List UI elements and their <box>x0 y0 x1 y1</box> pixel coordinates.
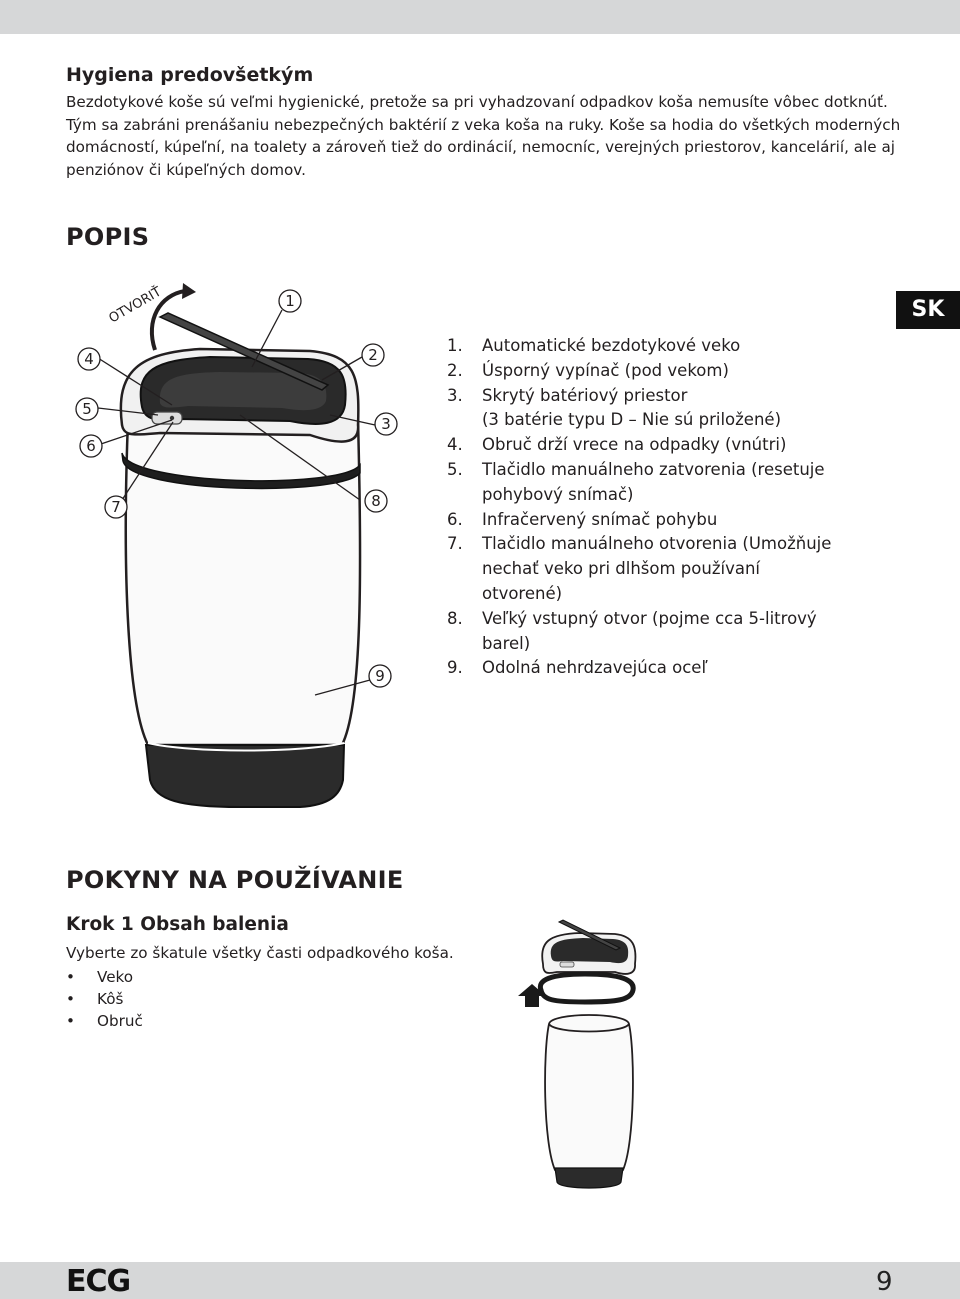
svg-text:2: 2 <box>368 346 378 364</box>
usage-title: POKYNY NA POUŽÍVANIE <box>66 866 404 894</box>
exploded-diagram <box>515 912 655 1192</box>
step1-title: Krok 1 Obsah balenia <box>66 914 289 935</box>
bin-diagram <box>60 275 410 835</box>
bin-base <box>146 745 344 807</box>
svg-text:4: 4 <box>84 350 94 368</box>
list-item: 5. Tlačidlo manuálneho zatvorenia (resetuje pohybový snímač) <box>447 459 825 504</box>
bottom-bar <box>0 1262 960 1299</box>
list-item: 7. Tlačidlo manuálneho otvorenia (Umožňuje nechať veko pri dlhšom používaní otvorené) <box>447 534 832 603</box>
top-bar <box>0 0 960 34</box>
callout-3 <box>375 413 397 435</box>
callout-4 <box>78 348 100 370</box>
callout-8 <box>365 490 387 512</box>
ring-piece <box>540 974 633 1002</box>
open-label: OTVORIŤ <box>106 284 165 327</box>
hygiene-title: Hygiena predovšetkým <box>66 64 314 86</box>
brand-logo: ECG <box>66 1264 131 1299</box>
paragraph-line: domácností, kúpeľní, na toalety a zároveň tiež do ordinácií, nemocníc, verejných priestorov, kancelárií, ale aj <box>66 138 895 156</box>
language-tab: SK <box>896 291 960 329</box>
list-item: 2. Úsporný vypínač (pod vekom) <box>447 360 729 380</box>
svg-text:7: 7 <box>111 498 121 516</box>
parts-list <box>447 334 847 681</box>
callout-9 <box>369 665 391 687</box>
svg-text:8: 8 <box>371 492 381 510</box>
svg-text:9: 9 <box>375 667 385 685</box>
list-item: • Obruč <box>66 1012 143 1030</box>
svg-text:5: 5 <box>82 400 92 418</box>
svg-text:1: 1 <box>285 292 295 310</box>
page-number: 9 <box>876 1267 893 1297</box>
bin-body <box>126 420 360 745</box>
paragraph-line: Tým sa zabráni prenášaniu nebezpečných baktérií z veka koša na ruky. Koše sa hodia do všetkých moderných <box>66 115 901 134</box>
callout-1 <box>279 290 301 312</box>
popis-title: POPIS <box>66 223 150 251</box>
hygiene-paragraph <box>66 91 906 181</box>
paragraph-line: penziónov či kúpeľných domov. <box>66 160 306 179</box>
paragraph-line: Bezdotykové koše sú veľmi hygienické, pretože sa pri vyhadzovaní odpadkov koša nemusíte vôbec dotknúť. <box>66 93 888 111</box>
list-item: 4. Obruč drží vrece na odpadky (vnútri) <box>447 435 787 455</box>
svg-text:6: 6 <box>86 437 96 455</box>
list-item: 1. Automatické bezdotykové veko <box>447 336 741 355</box>
list-item: 6. Infračervený snímač pohybu <box>447 509 718 529</box>
callout-2 <box>362 344 384 366</box>
callout-5 <box>76 398 98 420</box>
list-item: • Kôš <box>66 990 124 1008</box>
callout-7 <box>105 496 127 518</box>
list-item: 9. Odolná nehrdzavejúca oceľ <box>447 658 708 678</box>
bin-piece <box>545 1015 633 1170</box>
step1-text: Vyberte zo škatule všetky časti odpadkového koša. <box>66 944 454 962</box>
svg-text:3: 3 <box>381 415 391 433</box>
callout-6 <box>80 435 102 457</box>
list-item: 8. Veľký vstupný otvor (pojme cca 5-litrový barel) <box>447 608 817 653</box>
list-item: 3. Skrytý batériový priestor (3 batérie typu D – Nie sú priložené) <box>447 385 782 430</box>
contents-list <box>66 966 143 1032</box>
list-item: • Veko <box>66 968 134 986</box>
